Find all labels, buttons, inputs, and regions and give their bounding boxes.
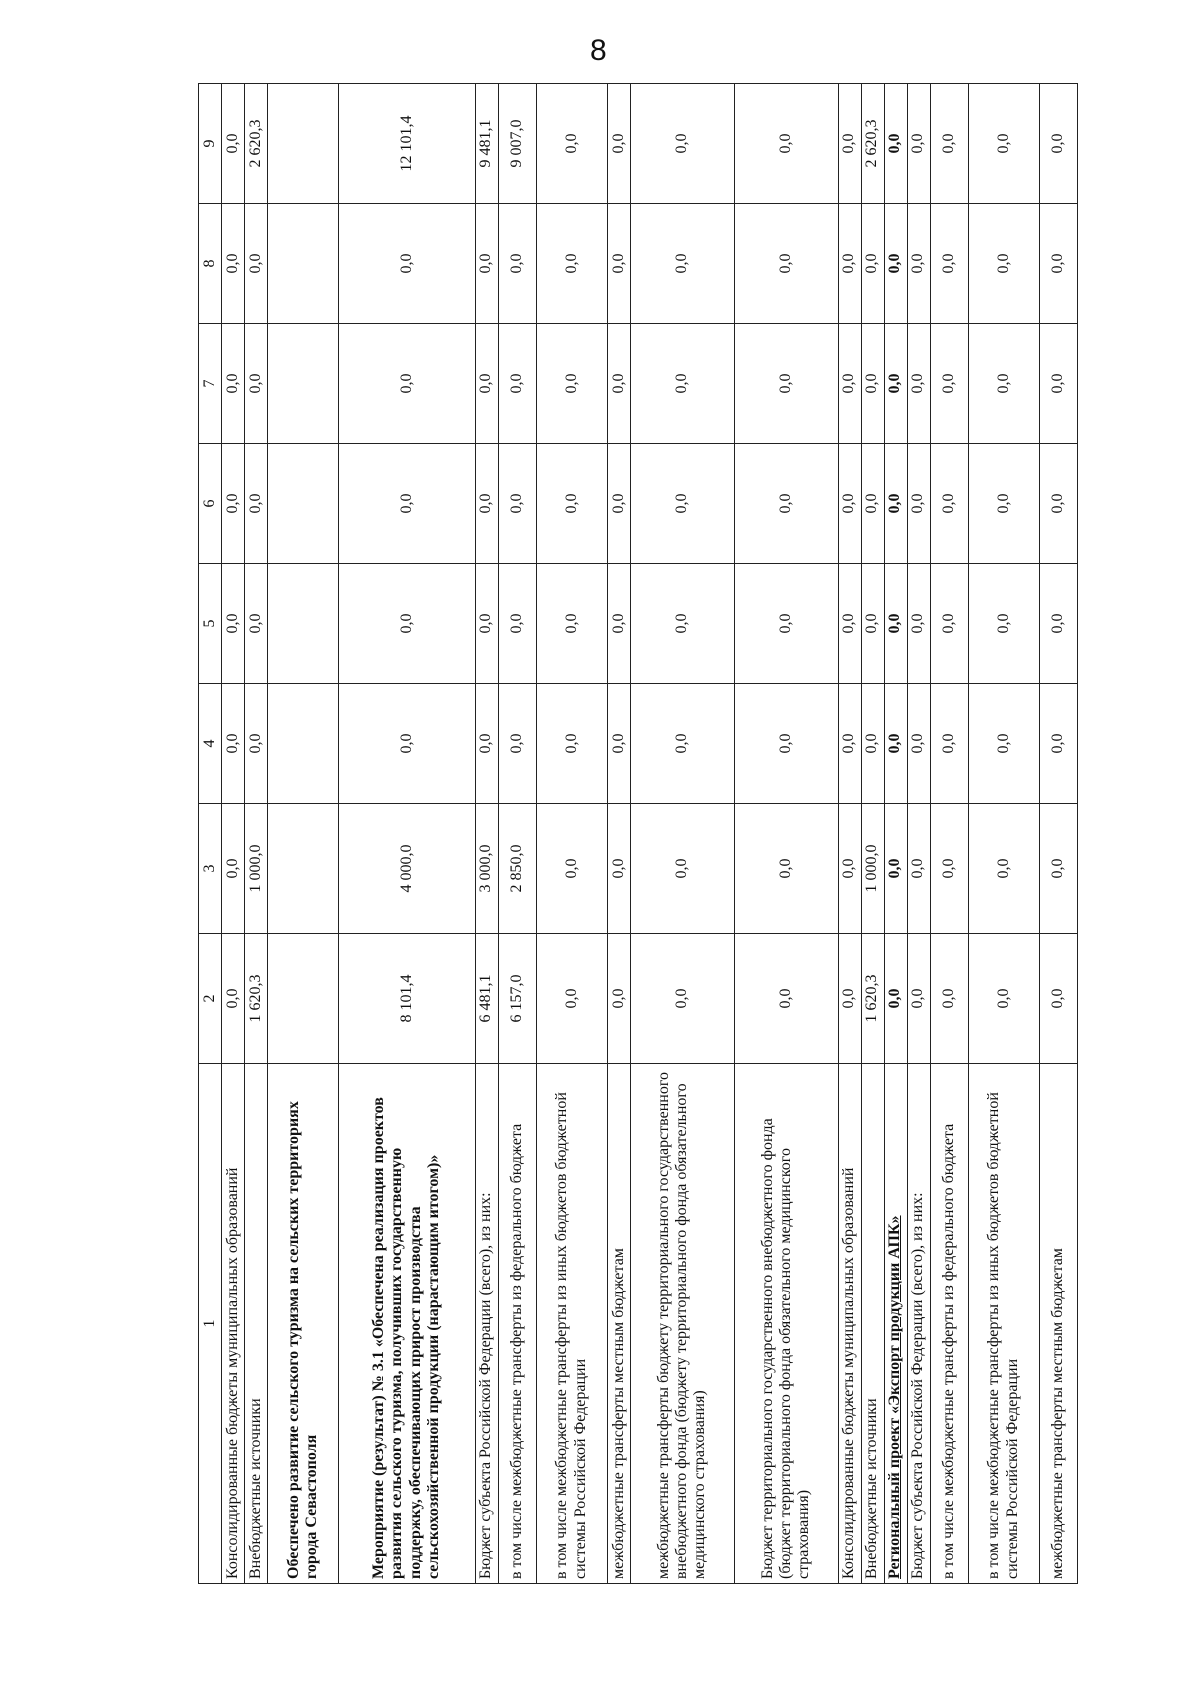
cell: 0,0 [339,204,476,324]
row-label: Внебюджетные источники [245,1064,268,1584]
measure-title: Мероприятие (результат) № 3.1 «Обеспечена реализация проектов развития сельского туризма, получивших государственную поддержку, обеспечивающих прирост производства сельскохозяйственной продукции (нарастающим итогом)» [339,1064,476,1584]
project-row [884,84,907,1584]
cell: 0,0 [630,564,734,684]
cell: 0,0 [475,684,498,804]
section-title: Обеспечено развитие сельского туризма на сельских территориях города Севастополя [268,1064,339,1584]
cell: 0,0 [930,934,968,1064]
cell [268,444,339,564]
row-label: межбюджетные трансферты бюджету территориального государственного внебюджетного фонда (бюджету территориального фонда обязательного медицинского страхования) [630,1064,734,1584]
col-header: 2 [199,934,222,1064]
table-row [968,84,1039,1584]
cell: 0,0 [884,564,907,684]
cell: 0,0 [884,804,907,934]
table-row [498,84,536,1584]
cell: 0,0 [536,444,607,564]
cell: 0,0 [884,444,907,564]
cell: 0,0 [630,84,734,204]
cell: 0,0 [861,444,884,564]
cell: 2 620,3 [861,84,884,204]
cell: 0,0 [838,324,861,444]
row-label: Консолидированные бюджеты муниципальных образований [222,1064,245,1584]
section-row [268,84,339,1584]
cell: 0,0 [907,934,930,1064]
cell: 0,0 [838,684,861,804]
cell: 0,0 [968,804,1039,934]
cell: 0,0 [968,204,1039,324]
cell: 0,0 [339,444,476,564]
row-label: Бюджет субъекта Российской Федерации (всего), из них: [475,1064,498,1584]
row-label: Бюджет субъекта Российской Федерации (всего), из них: [907,1064,930,1584]
col-header: 1 [199,1064,222,1584]
cell: 0,0 [498,324,536,444]
cell: 0,0 [907,444,930,564]
cell: 0,0 [222,564,245,684]
cell: 0,0 [907,564,930,684]
table-row [861,84,884,1584]
col-header: 9 [199,84,222,204]
cell: 0,0 [222,324,245,444]
row-label: в том числе межбюджетные трансферты из иных бюджетов бюджетной системы Российской Федерации [536,1064,607,1584]
cell: 0,0 [630,934,734,1064]
cell: 0,0 [1039,204,1077,324]
row-label: в том числе межбюджетные трансферты из федерального бюджета [930,1064,968,1584]
cell: 0,0 [734,204,838,324]
cell: 0,0 [907,684,930,804]
cell: 9 481,1 [475,84,498,204]
cell [268,204,339,324]
cell: 9 007,0 [498,84,536,204]
col-header: 8 [199,204,222,324]
cell: 0,0 [930,684,968,804]
cell: 0,0 [907,324,930,444]
cell: 0,0 [245,324,268,444]
cell: 6 157,0 [498,934,536,1064]
cell: 0,0 [536,84,607,204]
cell: 8 101,4 [339,934,476,1064]
cell [268,324,339,444]
cell: 1 620,3 [861,934,884,1064]
row-label: в том числе межбюджетные трансферты из федерального бюджета [498,1064,536,1584]
cell: 0,0 [930,804,968,934]
cell: 1 620,3 [245,934,268,1064]
cell: 0,0 [884,84,907,204]
cell: 0,0 [630,684,734,804]
cell: 0,0 [630,324,734,444]
cell: 0,0 [475,324,498,444]
row-label: Бюджет территориального государственного внебюджетного фонда (бюджет территориального фонда обязательного медицинского страхования) [734,1064,838,1584]
cell: 0,0 [884,324,907,444]
cell: 2 620,3 [245,84,268,204]
cell: 0,0 [861,684,884,804]
cell: 2 850,0 [498,804,536,934]
cell: 0,0 [1039,804,1077,934]
cell: 0,0 [968,564,1039,684]
cell: 0,0 [930,444,968,564]
table-row [475,84,498,1584]
cell: 0,0 [861,324,884,444]
cell: 0,0 [245,684,268,804]
rotated-table-container [198,84,1078,1584]
cell: 4 000,0 [339,804,476,934]
cell: 0,0 [475,444,498,564]
cell: 0,0 [630,804,734,934]
cell: 0,0 [475,564,498,684]
table-row [607,84,630,1584]
table-row [245,84,268,1584]
cell: 0,0 [536,804,607,934]
cell: 0,0 [1039,564,1077,684]
table-row [734,84,838,1584]
col-header: 6 [199,444,222,564]
cell: 0,0 [968,684,1039,804]
cell: 0,0 [245,444,268,564]
cell: 0,0 [884,204,907,324]
header-row [199,84,222,1584]
cell: 0,0 [968,444,1039,564]
cell: 0,0 [968,324,1039,444]
cell: 0,0 [907,804,930,934]
cell: 0,0 [884,684,907,804]
cell: 0,0 [734,324,838,444]
cell: 1 000,0 [861,804,884,934]
cell: 0,0 [734,684,838,804]
cell [268,804,339,934]
cell: 0,0 [222,444,245,564]
row-label: Консолидированные бюджеты муниципальных образований [838,1064,861,1584]
cell: 0,0 [536,204,607,324]
cell: 0,0 [930,564,968,684]
cell: 0,0 [884,934,907,1064]
cell: 0,0 [734,564,838,684]
cell: 0,0 [607,804,630,934]
cell: 0,0 [1039,444,1077,564]
cell: 0,0 [536,934,607,1064]
cell: 0,0 [838,444,861,564]
cell: 0,0 [861,204,884,324]
cell: 0,0 [630,444,734,564]
cell: 0,0 [222,84,245,204]
table-row [536,84,607,1584]
col-header: 3 [199,804,222,934]
funding-table [198,83,1078,1584]
cell [268,564,339,684]
cell: 0,0 [339,684,476,804]
cell: 0,0 [607,564,630,684]
row-label: межбюджетные трансферты местным бюджетам [1039,1064,1077,1584]
cell [268,84,339,204]
cell: 0,0 [838,204,861,324]
cell: 0,0 [861,564,884,684]
cell: 0,0 [536,324,607,444]
col-header: 5 [199,564,222,684]
cell: 0,0 [1039,934,1077,1064]
col-header: 4 [199,684,222,804]
table-row [838,84,861,1584]
cell [268,934,339,1064]
cell [268,684,339,804]
cell: 0,0 [838,804,861,934]
cell: 0,0 [607,84,630,204]
cell: 0,0 [222,684,245,804]
cell: 0,0 [245,564,268,684]
page-number: 8 [590,34,607,67]
cell: 0,0 [907,84,930,204]
cell: 0,0 [930,84,968,204]
cell: 0,0 [222,934,245,1064]
cell: 0,0 [607,684,630,804]
cell: 0,0 [734,934,838,1064]
cell: 0,0 [930,204,968,324]
cell: 0,0 [607,934,630,1064]
project-title: Региональный проект «Экспорт продукции АПК» [884,1064,907,1584]
cell: 0,0 [222,804,245,934]
cell: 0,0 [607,204,630,324]
cell: 0,0 [498,564,536,684]
cell: 0,0 [734,444,838,564]
table-row [630,84,734,1584]
cell: 0,0 [222,204,245,324]
cell: 0,0 [498,684,536,804]
cell: 6 481,1 [475,934,498,1064]
cell: 3 000,0 [475,804,498,934]
cell: 0,0 [968,934,1039,1064]
cell: 0,0 [339,564,476,684]
cell: 0,0 [930,324,968,444]
row-label: в том числе межбюджетные трансферты из иных бюджетов бюджетной системы Российской Федерации [968,1064,1039,1584]
cell: 0,0 [630,204,734,324]
cell: 0,0 [734,84,838,204]
col-header: 7 [199,324,222,444]
cell: 1 000,0 [245,804,268,934]
cell: 0,0 [339,324,476,444]
cell: 0,0 [475,204,498,324]
table-row [907,84,930,1584]
row-label: межбюджетные трансферты местным бюджетам [607,1064,630,1584]
cell: 0,0 [536,684,607,804]
cell: 12 101,4 [339,84,476,204]
table-row [339,84,476,1584]
cell: 0,0 [838,934,861,1064]
cell: 0,0 [1039,324,1077,444]
cell: 0,0 [536,564,607,684]
cell: 0,0 [907,204,930,324]
cell: 0,0 [968,84,1039,204]
cell: 0,0 [734,804,838,934]
cell: 0,0 [607,324,630,444]
cell: 0,0 [245,204,268,324]
cell: 0,0 [838,84,861,204]
cell: 0,0 [498,204,536,324]
cell: 0,0 [1039,684,1077,804]
cell: 0,0 [498,444,536,564]
table-row [1039,84,1077,1584]
table-row [222,84,245,1584]
cell: 0,0 [838,564,861,684]
cell: 0,0 [607,444,630,564]
table-row [930,84,968,1584]
cell: 0,0 [1039,84,1077,204]
row-label: Внебюджетные источники [861,1064,884,1584]
